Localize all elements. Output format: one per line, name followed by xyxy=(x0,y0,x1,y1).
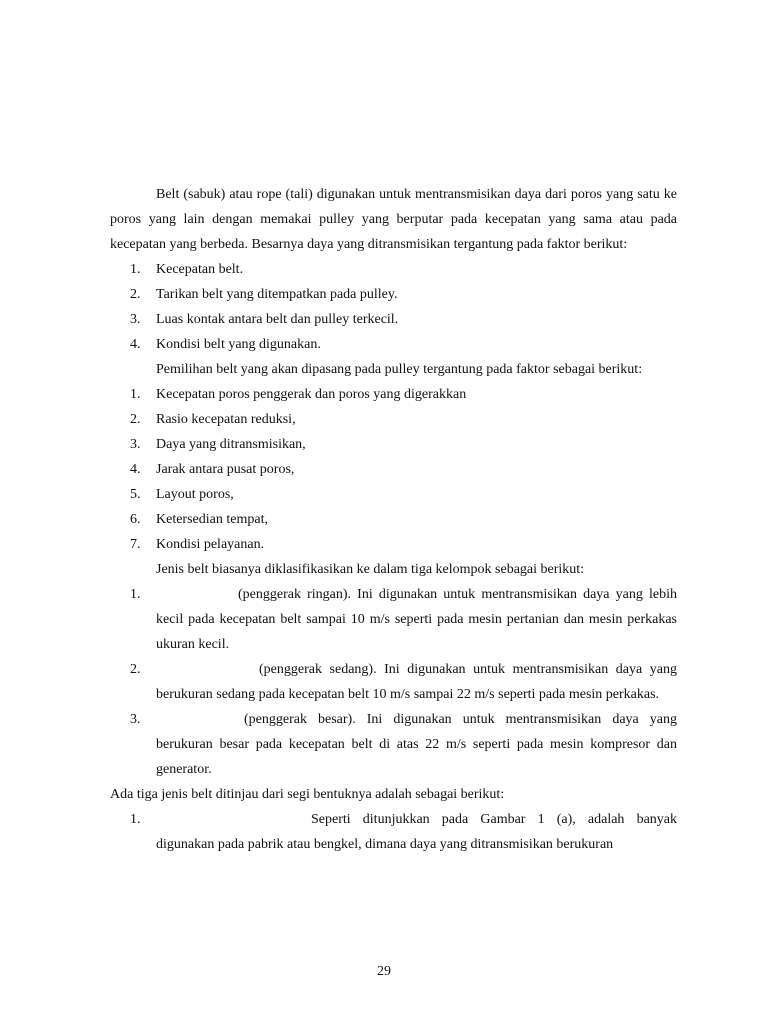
list-text: Daya yang ditransmisikan, xyxy=(156,437,306,452)
list-text: Ketersedian tempat, xyxy=(156,512,268,527)
list-item xyxy=(110,332,677,357)
belt-power-factors-list xyxy=(110,257,677,357)
list-item xyxy=(110,457,677,482)
document-body xyxy=(110,182,677,857)
list-text: Tarikan belt yang ditempatkan pada pulley. xyxy=(156,287,398,302)
list-text: Kecepatan belt. xyxy=(156,262,244,277)
list-item xyxy=(110,532,677,557)
list-text: (penggerak ringan). Ini digunakan untuk mentransmisikan daya yang lebih kecil pada kecepatan belt sampai 10 m/s seperti pada mesin pertanian dan mesin perkakas ukuran kecil. xyxy=(156,587,677,652)
list-text: Luas kontak antara belt dan pulley terkecil. xyxy=(156,312,399,327)
list-item xyxy=(110,307,677,332)
list-number: 6. xyxy=(130,512,141,527)
list-item xyxy=(110,807,677,857)
belt-classification-paragraph: Jenis belt biasanya diklasifikasikan ke dalam tiga kelompok sebagai berikut: xyxy=(156,562,585,577)
belt-classification-list xyxy=(110,582,677,782)
list-text: Seperti ditunjukkan pada Gambar 1 (a), adalah banyak digunakan pada pabrik atau bengkel, dimana daya yang ditransmisikan berukuran xyxy=(156,812,677,852)
list-text: Jarak antara pusat poros, xyxy=(156,462,295,477)
list-number: 1. xyxy=(130,262,141,277)
belt-shape-list xyxy=(110,807,677,857)
list-number: 2. xyxy=(130,412,141,427)
list-text: Kondisi pelayanan. xyxy=(156,537,265,552)
list-text: Kecepatan poros penggerak dan poros yang digerakkan xyxy=(156,387,467,402)
list-text: Layout poros, xyxy=(156,487,234,502)
list-number: 1. xyxy=(130,812,141,827)
list-text: Kondisi belt yang digunakan. xyxy=(156,337,321,352)
list-item xyxy=(110,282,677,307)
list-item xyxy=(110,382,677,407)
intro-paragraph: Belt (sabuk) atau rope (tali) digunakan untuk mentransmisikan daya dari poros yang satu ke poros yang lain dengan memakai pulley yang berputar pada kecepatan yang sama atau pada kecepatan yang berbeda. Besarnya daya yang ditransmisikan tergantung pada faktor berikut: xyxy=(110,187,677,252)
list-item xyxy=(110,432,677,457)
list-item xyxy=(110,507,677,532)
list-number: 3. xyxy=(130,712,141,727)
list-number: 2. xyxy=(130,662,141,677)
list-number: 1. xyxy=(130,387,141,402)
belt-selection-factors-list xyxy=(110,382,677,557)
list-text: (penggerak sedang). Ini digunakan untuk mentransmisikan daya yang berukuran sedang pada kecepatan belt 10 m/s sampai 22 m/s seperti pada mesin perkakas. xyxy=(156,662,677,702)
list-number: 4. xyxy=(130,337,141,352)
list-item xyxy=(110,657,677,707)
list-text: Rasio kecepatan reduksi, xyxy=(156,412,296,427)
list-item xyxy=(110,257,677,282)
list-number: 3. xyxy=(130,312,141,327)
list-number: 7. xyxy=(130,537,141,552)
list-number: 5. xyxy=(130,487,141,502)
list-number: 2. xyxy=(130,287,141,302)
list-number: 1. xyxy=(130,587,141,602)
list-item xyxy=(110,582,677,657)
list-item xyxy=(110,707,677,782)
list-item xyxy=(110,407,677,432)
belt-selection-paragraph: Pemilihan belt yang akan dipasang pada pulley tergantung pada faktor sebagai berikut: xyxy=(156,362,643,377)
list-number: 4. xyxy=(130,462,141,477)
list-text: (penggerak besar). Ini digunakan untuk mentransmisikan daya yang berukuran besar pada kecepatan belt di atas 22 m/s seperti pada mesin kompresor dan generator. xyxy=(156,712,677,777)
list-number: 3. xyxy=(130,437,141,452)
belt-shape-paragraph: Ada tiga jenis belt ditinjau dari segi bentuknya adalah sebagai berikut: xyxy=(110,787,505,802)
list-item xyxy=(110,482,677,507)
page-number: 29 xyxy=(377,964,391,979)
